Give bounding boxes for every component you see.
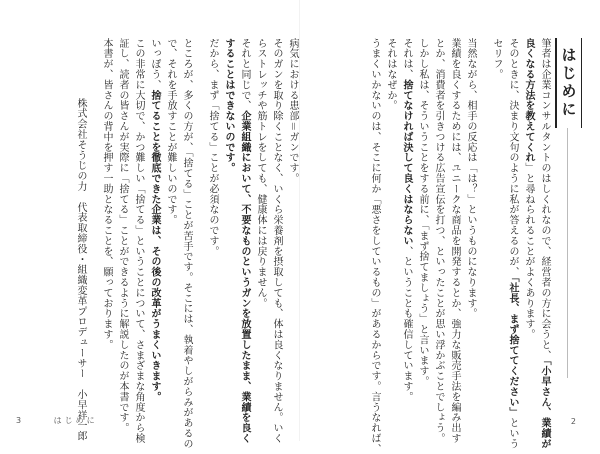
body-text: セリフ。 xyxy=(491,38,502,80)
text-line xyxy=(270,38,282,444)
text-line xyxy=(100,38,112,378)
text-line xyxy=(74,38,86,442)
body-text: とか、消費者を引きつける広告宣伝を打つ、といったことが思い浮かぶことでしょう。 xyxy=(433,38,444,444)
running-title: はじめに xyxy=(53,416,98,425)
body-text: それと同じで、 xyxy=(239,38,250,111)
heading-rule xyxy=(567,128,568,378)
body-text: それは、 xyxy=(401,38,412,80)
text-line xyxy=(476,38,486,378)
body-text: この非常に大切で、かつ難しい「捨てる」ということについて、さまざまな角度から検 xyxy=(133,38,144,444)
text-line xyxy=(132,38,144,444)
text-line xyxy=(180,38,192,449)
heading-box xyxy=(555,38,582,128)
text-line xyxy=(286,38,298,378)
body-text: 」と尋ねられることがよくあります。 xyxy=(523,162,534,340)
text-line xyxy=(192,38,202,378)
text-line xyxy=(506,38,518,450)
body-text: らストレッチや筋トレをしても、健康体には戻りません。 xyxy=(255,38,266,309)
text-line xyxy=(490,38,502,378)
bold-text: 「小早さん、業績が xyxy=(539,360,550,450)
text-line xyxy=(400,38,412,403)
body-text: そのガンを取り除くことなく、いくら栄養剤を摂取しても、体は良くなりません。いく xyxy=(271,38,282,444)
right-page-number: 2 xyxy=(570,417,576,426)
text-line xyxy=(368,38,380,454)
text-line xyxy=(384,38,396,378)
body-text: 、ということも確信しています。 xyxy=(401,246,412,403)
text-line xyxy=(238,38,250,444)
text-line xyxy=(416,38,428,387)
text-line xyxy=(164,38,176,378)
body-text: それはなぜか。 xyxy=(385,38,396,111)
right-footer xyxy=(571,417,576,426)
body-text: 当然ながら、相手の反応は「は？」というものになります。 xyxy=(465,38,476,319)
body-text: いっぽう、 xyxy=(149,38,160,90)
body-text: 証し、読者の皆さんが実際に「捨てる」ことができるように解説したのが本書です。 xyxy=(117,38,128,434)
body-text: という xyxy=(507,417,518,450)
text-line xyxy=(206,38,218,378)
bold-text: することはできないのです。 xyxy=(223,38,234,174)
body-text: 病気における患部＝ガンです。 xyxy=(287,38,298,184)
text-line xyxy=(148,38,160,402)
text-line xyxy=(116,38,128,434)
text-line xyxy=(448,38,460,444)
bold-text: 企業組織において、不要なものというガンを放置したまま、業績を良く xyxy=(239,110,250,444)
bold-text: 「社長、まず捨ててください」 xyxy=(507,277,518,418)
text-line xyxy=(254,38,266,378)
text-line xyxy=(86,38,96,378)
bold-text: 良くなる方法を教えてくれ xyxy=(523,38,534,163)
body-text: だから、まず「捨てる」ことが必須なのです。 xyxy=(207,38,218,257)
text-line xyxy=(464,38,476,378)
body-text: 本書が、皆さんの背中を押す一助となることを、願っております。 xyxy=(101,38,112,350)
left-page-number: 3 xyxy=(16,416,22,425)
left-footer xyxy=(16,415,98,426)
body-text: ところが、多くの方が、「捨てる」ことが苦手です。そこには、執着やしがらみがあるの xyxy=(181,38,192,449)
body-text: 業績を良くするためには、ユニークな商品を開発するとか、強力な販売手法を編み出す xyxy=(449,38,460,444)
body-text: で、それを手放すことが難しいのです。 xyxy=(165,38,176,226)
body-text: そのときに、決まり文句のように私が答えるのが、 xyxy=(507,38,518,278)
text-line xyxy=(222,38,234,378)
text-line xyxy=(522,38,534,378)
body-text: うまくいかないのは、そこに何か「悪さをしているもの」があるからです。言うなれば、 xyxy=(369,38,380,454)
page-gutter xyxy=(299,0,300,441)
bold-text: 捨てることを徹底できた企業は、その後の改革がうまくいきます。 xyxy=(149,90,160,402)
right-page-body xyxy=(308,38,550,454)
text-line xyxy=(432,38,444,444)
page-heading: はじめに xyxy=(559,47,578,119)
text-line xyxy=(538,38,550,450)
body-text: しかし私は、そういうことをする前に、「まず捨てましょう」と言います。 xyxy=(417,38,428,387)
body-text: 株式会社そうじの力 代表取締役・組織変革プロデューサー 小早祥一郎 xyxy=(75,98,86,442)
bold-text: 捨てなければ決して良くはならない xyxy=(401,79,412,247)
body-text: 筆者は企業コンサルタントのはしくれなので、経営者の方に会うと、 xyxy=(539,38,550,361)
